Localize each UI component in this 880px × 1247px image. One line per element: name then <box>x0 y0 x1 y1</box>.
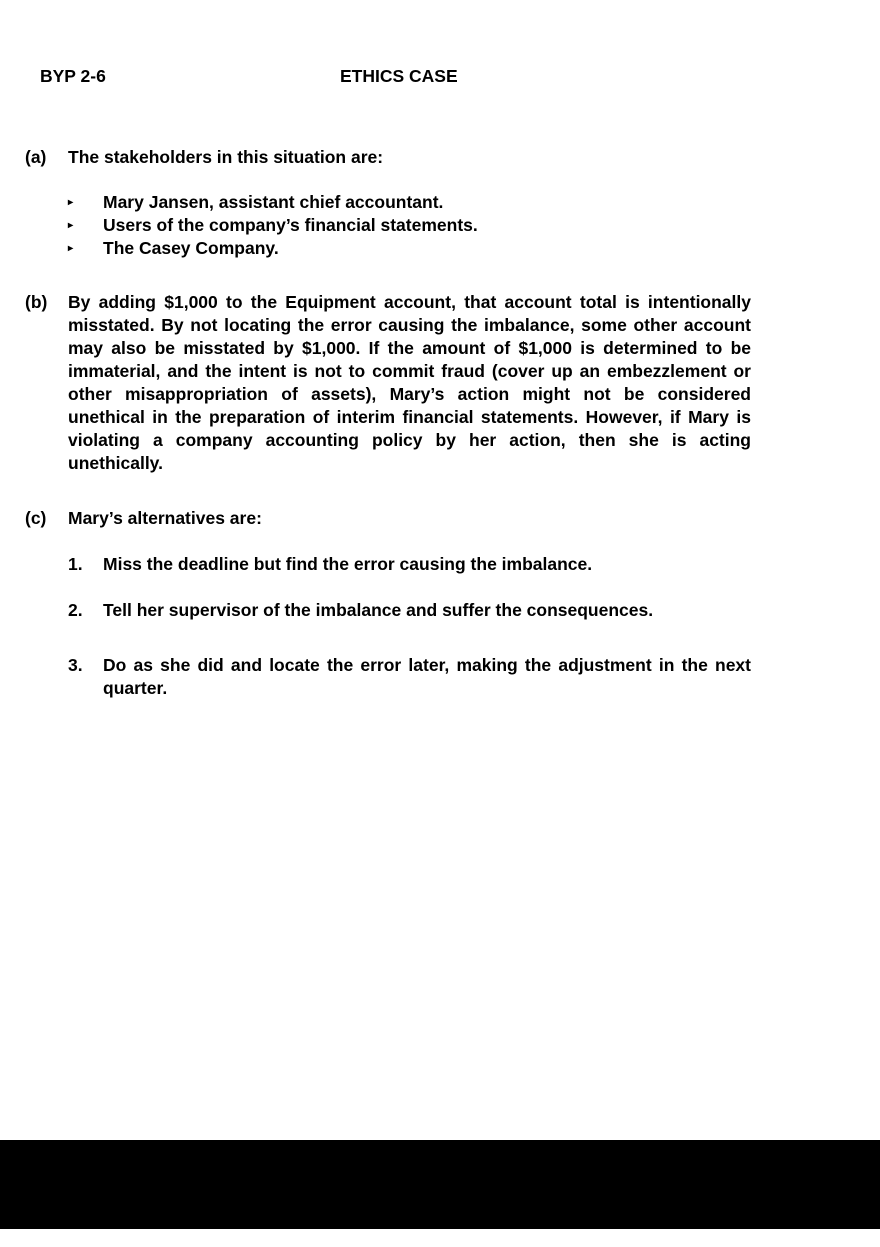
item-number: 2. <box>68 600 83 620</box>
list-item-text: Tell her supervisor of the imbalance and suffer the consequences. <box>103 600 654 620</box>
list-item <box>68 191 751 214</box>
section-c-intro: Mary’s alternatives are: <box>68 508 262 528</box>
bullet-icon: ▸ <box>68 243 74 254</box>
problem-code: BYP 2-6 <box>40 66 106 86</box>
bullet-icon: ▸ <box>68 220 74 231</box>
section-c <box>25 507 751 700</box>
section-a-label: (a) <box>25 147 47 167</box>
section-b-paragraph: By adding $1,000 to the Equipment account, that account total is intentionally misstated. By not locating the error causing the imbalance, some other account may also be misstated by $1,000. If the amount of $1,000 is determined to be immaterial, and the intent is not to commit fraud (cover up an embezzlement or other misappropriation of assets), Mary’s action might not be considered unethical in the preparation of interim financial statements. However, if Mary is violating a company accounting policy by her action, then she is acting unethically. <box>68 292 751 473</box>
item-number: 1. <box>68 554 83 574</box>
item-number: 3. <box>68 655 83 675</box>
list-item <box>68 553 751 576</box>
page-header <box>0 65 880 88</box>
stakeholder-list <box>68 191 751 260</box>
section-b-label: (b) <box>25 292 48 312</box>
list-item <box>68 599 751 622</box>
section-b <box>25 291 751 475</box>
section-a-intro: The stakeholders in this situation are: <box>68 147 384 167</box>
bullet-icon: ▸ <box>68 197 74 208</box>
section-a-body <box>68 146 751 260</box>
list-item <box>68 214 751 237</box>
list-item <box>68 237 751 260</box>
list-item-text: The Casey Company. <box>103 238 279 258</box>
alternatives-list <box>68 553 751 700</box>
section-c-body <box>68 507 751 700</box>
list-item-text: Users of the company’s financial statements. <box>103 215 478 235</box>
list-item-text: Do as she did and locate the error later, making the adjustment in the next quarter. <box>103 655 751 698</box>
list-item-text: Mary Jansen, assistant chief accountant. <box>103 192 444 212</box>
list-item <box>68 654 751 700</box>
page-title: ETHICS CASE <box>340 66 458 86</box>
footer-black-bar <box>0 1140 880 1229</box>
section-a <box>25 146 751 260</box>
list-item-text: Miss the deadline but find the error causing the imbalance. <box>103 554 593 574</box>
section-c-label: (c) <box>25 508 47 528</box>
